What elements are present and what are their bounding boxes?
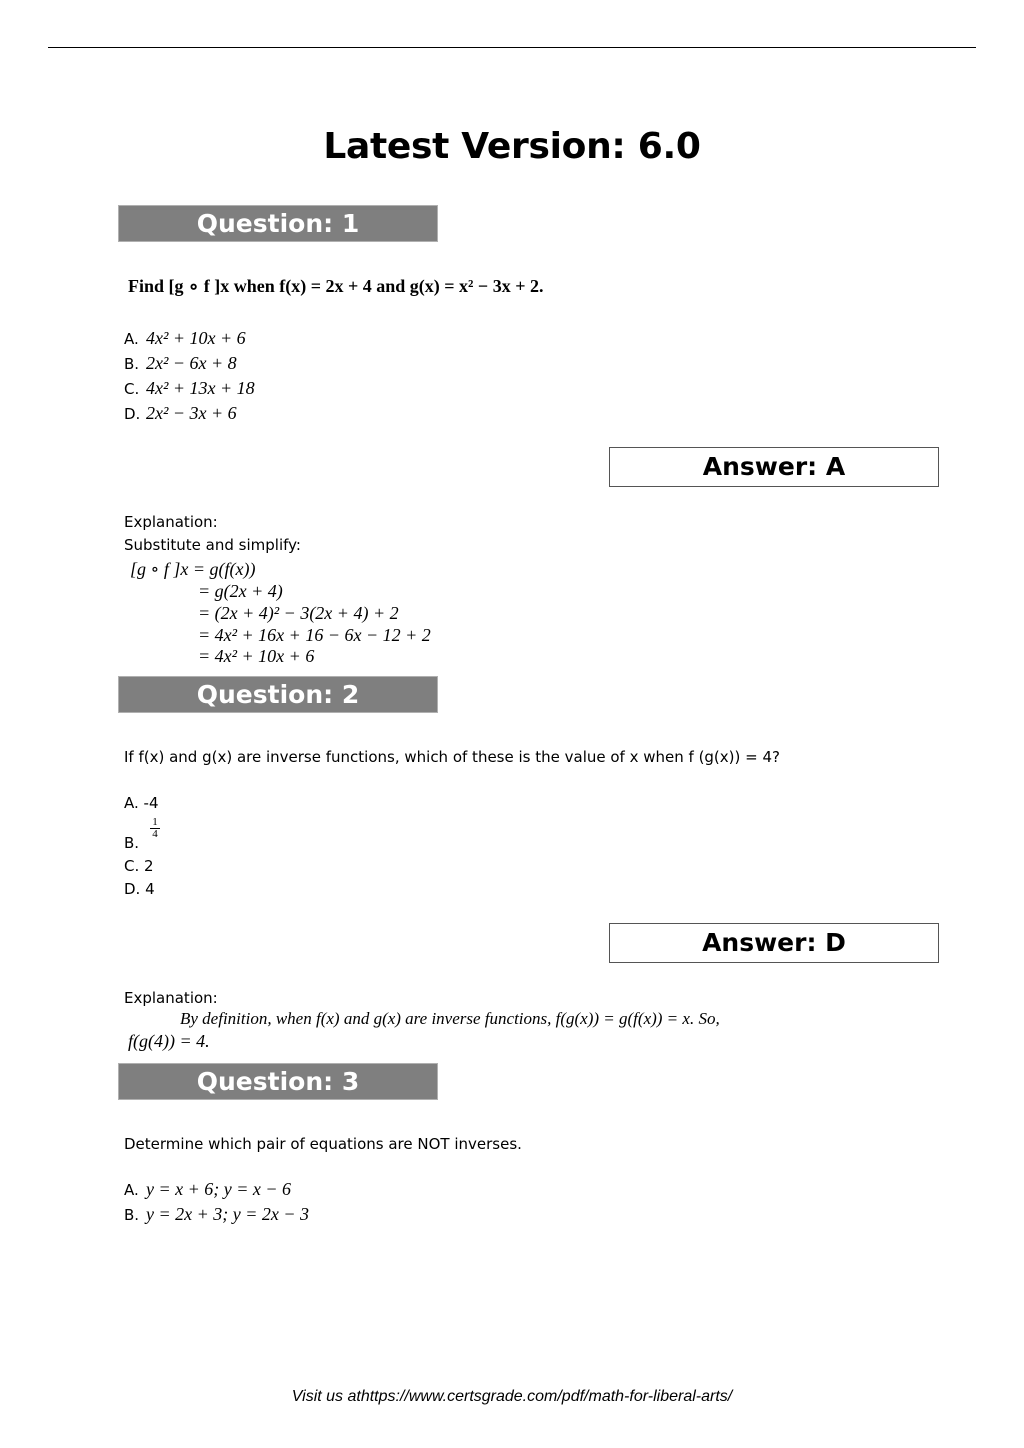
question-1-option-b xyxy=(124,353,237,374)
question-1-answer-box xyxy=(609,447,939,487)
option-text: 4 xyxy=(145,880,155,898)
question-1-explanation-label: Explanation: xyxy=(124,513,218,531)
top-rule xyxy=(48,47,976,48)
solution-step: = 4x² + 16x + 16 − 6x − 12 + 2 xyxy=(198,625,431,645)
question-1-option-d xyxy=(124,403,237,424)
option-label: B. xyxy=(124,355,140,373)
question-2-option-c xyxy=(124,857,154,875)
question-2-header-label: Question: 2 xyxy=(196,680,360,709)
question-3-prompt: Determine which pair of equations are NOT inverses. xyxy=(124,1135,522,1153)
option-label: A. xyxy=(124,794,139,812)
question-3-option-a xyxy=(124,1179,291,1200)
question-1-header xyxy=(118,205,438,242)
footer-link[interactable]: Visit us athttps://www.certsgrade.com/pdf/math-for-liberal-arts/ xyxy=(291,1388,733,1405)
option-text: y = x + 6; y = x − 6 xyxy=(146,1179,292,1199)
option-text: y = 2x + 3; y = 2x − 3 xyxy=(146,1204,310,1224)
page-title: Latest Version: 6.0 xyxy=(323,126,701,167)
question-2-option-a xyxy=(124,794,159,812)
question-3-header xyxy=(118,1063,438,1100)
option-label: B. xyxy=(124,834,140,852)
option-label: A. xyxy=(124,330,139,348)
question-3-option-b xyxy=(124,1204,309,1225)
option-label: B. xyxy=(124,1206,140,1224)
option-label: D. xyxy=(124,405,141,423)
question-2-explanation-label: Explanation: xyxy=(124,989,218,1007)
question-1-prompt: Find [g ∘ f ]x when f(x) = 2x + 4 and g(x) = x² − 3x + 2. xyxy=(128,276,544,296)
option-label: C. xyxy=(124,857,140,875)
question-3-header-label: Question: 3 xyxy=(196,1067,360,1096)
option-label: C. xyxy=(124,380,140,398)
question-2-prompt: If f(x) and g(x) are inverse functions, which of these is the value of x when f (g(x)) = 4? xyxy=(124,748,780,766)
question-2-explanation-line-1: By definition, when f(x) and g(x) are inverse functions, f(g(x)) = g(f(x)) = x. So, xyxy=(180,1009,720,1028)
question-1-answer: Answer: A xyxy=(702,452,846,481)
option-text: 4x² + 10x + 6 xyxy=(146,328,246,348)
option-text: -4 xyxy=(143,794,159,812)
question-1-option-a xyxy=(124,328,246,349)
option-text: 2x² − 6x + 8 xyxy=(146,353,237,373)
question-2-answer: Answer: D xyxy=(702,928,846,957)
question-2-answer-box xyxy=(609,923,939,963)
question-2-option-b xyxy=(124,834,139,852)
option-label: D. xyxy=(124,880,141,898)
question-2-option-d xyxy=(124,880,155,898)
solution-step: = g(2x + 4) xyxy=(198,581,283,601)
solution-step: = (2x + 4)² − 3(2x + 4) + 2 xyxy=(198,603,399,623)
question-1-header-label: Question: 1 xyxy=(196,209,360,238)
option-text: 2x² − 3x + 6 xyxy=(146,403,237,423)
option-text: 4x² + 13x + 18 xyxy=(146,378,255,398)
fraction-numerator: 1 xyxy=(152,816,158,828)
question-1-option-c xyxy=(124,378,255,399)
option-text: 2 xyxy=(144,857,154,875)
question-1-explanation-intro: Substitute and simplify: xyxy=(124,536,301,554)
fraction-denominator: 4 xyxy=(150,828,160,840)
question-2-header xyxy=(118,676,438,713)
solution-step: [g ∘ f ]x = g(f(x)) xyxy=(130,559,256,579)
fraction-one-quarter xyxy=(150,817,160,840)
solution-step: = 4x² + 10x + 6 xyxy=(198,646,315,666)
option-label: A. xyxy=(124,1181,139,1199)
question-2-explanation-line-2: f(g(4)) = 4. xyxy=(128,1031,210,1051)
